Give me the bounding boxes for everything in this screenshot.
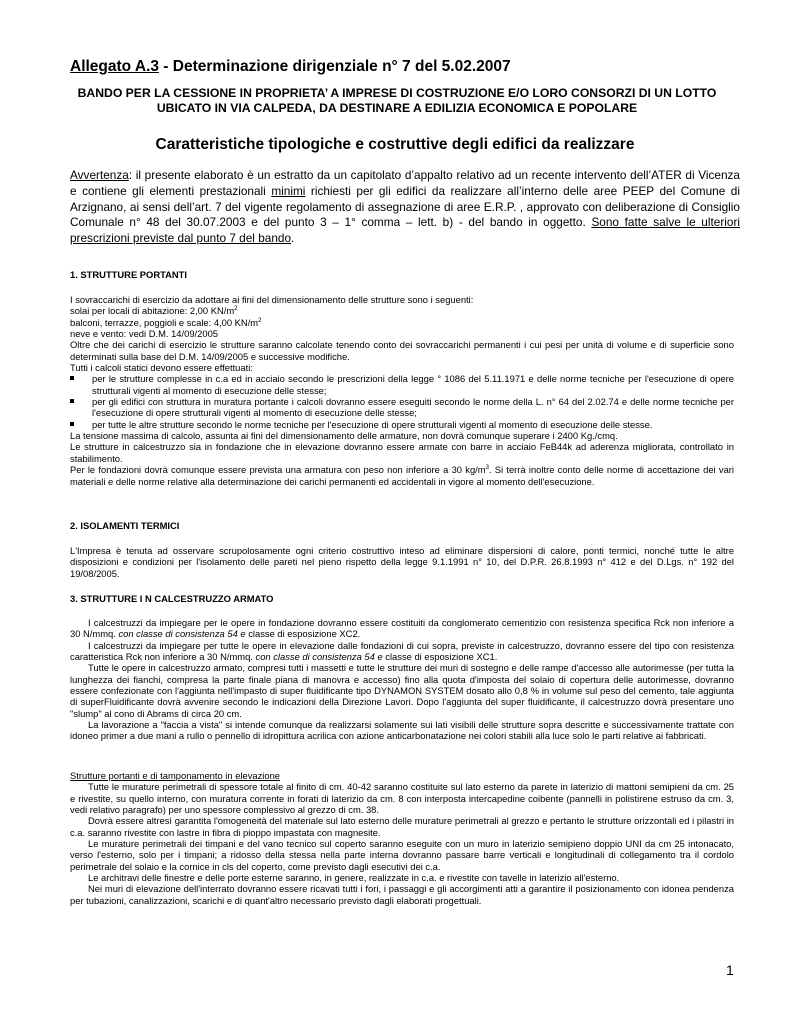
- annex-label: Allegato A.3: [70, 58, 159, 75]
- document-subtitle: Caratteristiche tipologiche e costruttive degli edifici da realizzare: [155, 136, 635, 153]
- bullet-icon: [70, 422, 74, 426]
- text-line: solai per locali di abitazione: 2,00 $KN/m^2$: [70, 305, 238, 317]
- section-heading-strutture-portanti: 1. STRUTTURE PORTANTI: [70, 269, 188, 280]
- text-line: I sovraccarichi di esercizio da adottare ai fini del dimensionamento delle strutture sono i seguenti:: [70, 294, 474, 305]
- text-line: Tutti i calcoli statici devono essere effettuati:: [70, 362, 253, 374]
- paragraph: La lavorazione a "faccia a vista" si intende comunque da realizzarsi solamente sui lati visibili delle strutture sopra descritte e successivamente trattate con idoneo primer a due mani a rullo o pennello di idropittura acrilica con azione anticarbonatazione nei colori stabili alla luce solo le parti relative ai fabbricati.: [70, 719, 734, 742]
- text-line: Oltre che dei carichi di esercizio le strutture saranno calcolate tenendo conto dei sovraccarichi permanenti i cui pesi per unità di volume e di superficie sono determinati sulla base del D.M. 14/09/2005 e successive modifiche.: [70, 339, 734, 362]
- text-line: Per le fondazioni dovrà comunque essere prevista una armatura con peso non inferiore a 30 $kg/m^3$. Si terrà inoltre conto delle norme di accettazione dei vari materiali e delle norme relative alla determinazione dei carichi permanenti ed accidentali in vigore al momento dell'esecuzione.: [70, 464, 734, 487]
- subsection-strutture-tamponamento: [70, 770, 734, 906]
- bullet-icon: [70, 399, 74, 403]
- text-line: Le strutture in calcestruzzo sia in fondazione che in elevazione dovranno essere armate con barre in acciaio FeB44k ad aderenza migliorata, controllato in stabilimento.: [70, 441, 734, 464]
- avvertenza-paragraph: Avvertenza: il presente elaborato è un estratto da un capitolato d’appalto relativo ad un recente intervento dell’ATER di Vicenza e contiene gli elementi prestazionali minimi richiesti per gli edifici da realizzare all’interno delle aree PEEP del Comune di Arzignano, ai sensi dell’art. 7 del vigente regolamento di assegnazione di aree E.R.P. , approvato con deliberazione di Consiglio Comunale n° 48 del 30.07.2003 e del punto 3 – 1° comma – lett. b) - del bando in oggetto. Sono fatte salve le ulteriori prescrizioni previste dal punto 7 del bando.: [70, 168, 740, 246]
- section-heading-isolamenti-termici: 2. ISOLAMENTI TERMICI: [70, 520, 180, 531]
- list-item: per gli edifici con struttura in muratura portante i calcoli dovranno essere eseguiti secondo le norme della L. n° 64 del 2.02.74 e delle norme tecniche per l'esecuzione di opere strutturali vigenti al momento di esecuzione delle stesse;: [70, 396, 734, 419]
- text-line: balconi, terrazze, poggioli e scale: 4,00 $KN/m^2$: [70, 316, 262, 328]
- page-title: Allegato A.3 - Determinazione dirigenziale n° 7 del 5.02.2007: [70, 58, 511, 75]
- paragraph: Dovrà essere altresì garantita l'omogeneità del materiale sul lato esterno delle murature perimetrali al grezzo e pertanto le strutture orizzontali ed i pilastri in c.a. saranno rivestite con lastre in fibra di pioppo impastata con magnesite.: [70, 815, 734, 838]
- list-item: per le strutture complesse in c.a ed in acciaio secondo le prescrizioni della legge ° 1086 del 5.11.1971 e delle norme tecniche per l'esecuzione di opere strutturali vigenti al momento di esecuzione delle stesse;: [70, 373, 734, 396]
- text-line: L'Impresa è tenuta ad osservare scrupolosamente ogni criterio costruttivo inteso ad eliminare dispersioni di calore, ponti termici, nonché tutte le altre disposizioni e condizioni per l'isolamento delle pareti nel pieno rispetto della legge 9.1.1991 n° 10, del D.P.R. 26.8.1993 n° 412 e del D.Lgs. n° 192 del 19/08/2005.: [70, 545, 734, 579]
- paragraph: Tutte le murature perimetrali di spessore totale al finito di cm. 40-42 saranno costituite sul lato esterno da parete in laterizio di mattoni semipieni da cm. 25 e rivestite, su quello interno, con muratura corrente in forati di laterizio da cm. 8 con interposta intercapedine coibente (pannelli in polistirene estruso da cm. 3, vedi relativo paragrafo) per uno spessore complessivo al grezzo di cm. 38.: [70, 781, 734, 816]
- paragraph: Le architravi delle finestre e delle porte esterne saranno, in genere, realizzate in c.a. e rivestite con tavelle in laterizio all'esterno.: [88, 872, 620, 884]
- text-line: La tensione massima di calcolo, assunta ai fini del dimensionamento delle armature, non dovrà comunque superare i 2400 Kg./cmq.: [70, 430, 618, 442]
- paragraph: Nei muri di elevazione dell'interrato dovranno essere ricavati tutti i fori, i passaggi e gli accorgimenti atti a garantire il posizionamento con idonea pendenza per tubazioni, canalizzazioni, scarichi e di quant'altro necessario previsto dagli elaborati progettuali.: [70, 883, 734, 906]
- paragraph: I calcestruzzi da impiegare per tutte le opere in elevazione dalle fondazioni di cui sopra, previste in calcestruzzo, dovranno essere del tipo con resistenza caratteristica Rck non inferiore a 30 N/mmq. con classe di consistenza 54 e classe di esposizione XC1.: [70, 639, 734, 663]
- list-item: per tutte le altre strutture secondo le norme tecniche per l'esecuzione di opere strutturali vigenti al momento di esecuzione delle stesse.: [70, 419, 734, 430]
- paragraph: Le murature perimetrali dei timpani e del vano tecnico sul coperto saranno eseguite con un muro in laterizio semipieno doppio UNI da cm 25 intonacato, verso l'esterno, solo per i timpani; a ridosso della stessa nella parte interna dovranno passare barre verticali e longitudinali di collegamento tra il cordolo perimetrale del solaio e la cornice in cls del coperto, come previsto dagli esecutivi dei c.a.: [70, 838, 734, 872]
- bullet-icon: [70, 376, 74, 380]
- section-body-isolamenti-termici: [70, 545, 734, 579]
- subsection-heading: Strutture portanti e di tamponamento in elevazione: [70, 770, 281, 781]
- section-body-calcestruzzo-armato: [70, 617, 734, 742]
- section-body-strutture-portanti: [70, 294, 734, 487]
- page-number: 1: [726, 962, 734, 978]
- section-heading-calcestruzzo-armato: 3. STRUTTURE I N CALCESTRUZZO ARMATO: [70, 593, 274, 604]
- paragraph: Tutte le opere in calcestruzzo armato, compresi tutti i massetti e tutte le strutture dei muri di sostegno e delle rampe d'accesso alle autorimesse (per tutta la lunghezza dei fianchi, compresa la parte finale piana di manovra e accesso) fino alla quota d'imposta del solaio di copertura delle autorimesse, dovranno essere confezionate con l'aggiunta nell'impasto di super fluidificante tipo DYNAMON SYSTEM dosato allo 0,8 % in volume sul peso del cemento, tale aggiunta di superFluidificante dovrà avvenire secondo le indicazioni della Direzione Lavori. Dopo l'aggiunta del super fluidificante, il calcestruzzo dovrà presentare uno "slump" al cono di Abrams di circa 20 cm.: [70, 662, 734, 719]
- bando-heading: BANDO PER LA CESSIONE IN PROPRIETA’ A IMPRESE DI COSTRUZIONE E/O LORO CONSORZI DI UN LOTTO UBICATO IN VIA CALPEDA, DA DESTINARE A EDILIZIA ECONOMICA E POPOLARE: [77, 86, 717, 115]
- paragraph: I calcestruzzi da impiegare per le opere in fondazione dovranno essere costituiti da conglomerato cementizio con resistenza specifica Rck non inferiore a 30 N/mmq. con classe di consistenza 54 e classe di esposizione XC2.: [70, 617, 734, 640]
- text-line: neve e vento: vedi D.M. 14/09/2005: [70, 328, 219, 340]
